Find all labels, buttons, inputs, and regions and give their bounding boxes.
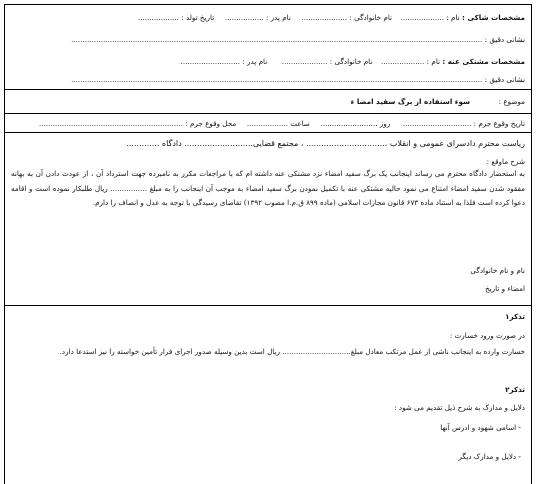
accused-row (11, 57, 525, 66)
facts-text: به استحضار دادگاه محترم می رساند اینجانب یک برگ سفید امضاء نزد مشتکی عنه داشته ام که با مراجعات مکرر به نامبرده جهت استرداد آن ، از عودت دادن آن به بهانه مفقود شدن سفید امضاء امتناع می نمود حالیه مشتکی عنه با تکمیل نمودن برگ سفید امضاء به موجب آن اینجانب را به مبلغ ................ ریال طلبکار نموده است و اقامه دعوا کرده است فلذا به استناد ماده ۶۷۳ قانون مجازات اسلامی (ماده ۸۹۹ ق.م.ا مصوب ۱۳۹۲) تقاضای رسیدگی با توجه به عدل و انصاف را دارم. (11, 169, 525, 207)
note2-item1: - اسامی شهود و ادرس آنها (440, 423, 521, 432)
petition-form (4, 4, 532, 484)
crime-day-field[interactable]: روز ......................... (320, 119, 391, 128)
crime-info-row (11, 119, 525, 128)
petition-body-section (5, 133, 531, 306)
subject-section (5, 90, 531, 114)
addressee: ریاست محترم دادسرای عمومی و انقلاب ................................ ، مجتمع قضایی........................... دادگاه ............. (126, 139, 525, 148)
complainant-name-field[interactable]: نام : ................... (400, 13, 460, 22)
crime-hour-field[interactable]: ساعت .................. (246, 119, 310, 128)
accused-family-field[interactable]: نام خانوادگی : .................... (281, 57, 373, 66)
note2-title: تذکر۲ (505, 385, 525, 394)
accused-address-field[interactable]: نشانی دقیق : .................................................................................................................................................................................... (71, 75, 525, 84)
complainant-row (11, 13, 525, 22)
parties-section (5, 5, 531, 90)
facts-label: شرح ماوقع : (486, 157, 525, 166)
signature-name: نام و نام خانوادگی (470, 266, 525, 275)
note2-item2: - دلایل و مدارک دیگر (458, 452, 521, 461)
accused-name-field[interactable]: نام : ................... (380, 57, 441, 66)
complainant-title: مشخصات شاکی : (461, 13, 525, 22)
complainant-father-field[interactable]: نام پدر : ................. (224, 13, 291, 22)
signature-date: امضاء و تاریخ (485, 284, 525, 293)
subject-value: سوء استفاده از برگ سفید امضا ء (350, 97, 471, 106)
note2-line1: دلایل و مدارک به شرح ذیل تقدیم می شود : (394, 403, 525, 412)
notes-section (5, 306, 531, 476)
crime-place-field[interactable]: محل وقوع جرم : ............................................................... (39, 119, 237, 128)
note1-title: تذکر۱ (505, 312, 525, 321)
crime-date-field[interactable]: تاریخ وقوع جرم : .............................. (402, 119, 525, 128)
note1-line1: در صورت ورود خسارت : (449, 331, 525, 340)
accused-father-field[interactable]: نام پدر : .......................... (180, 57, 268, 66)
note1-line2: خسارت وارده به اینجانب ناشی از عمل مرتکب معادل مبلغ.............................. ریال است بدین وسیله صدور اجرای قرار تأمین خواسته را نیز استدعا دارد. (59, 347, 525, 356)
complainant-address-field[interactable]: نشانی دقیق : .................................................................................................................................................................................... (71, 35, 525, 44)
accused-title: مشخصات مشتکی عنه : (442, 57, 525, 66)
complainant-birth-field[interactable]: تاریخ تولد : .................. (137, 13, 215, 22)
subject-label: موضوع : (498, 97, 525, 106)
subject-row (11, 97, 525, 106)
complainant-family-field[interactable]: نام خانوادگی : .................... (301, 13, 393, 22)
crime-info-section (5, 114, 531, 133)
